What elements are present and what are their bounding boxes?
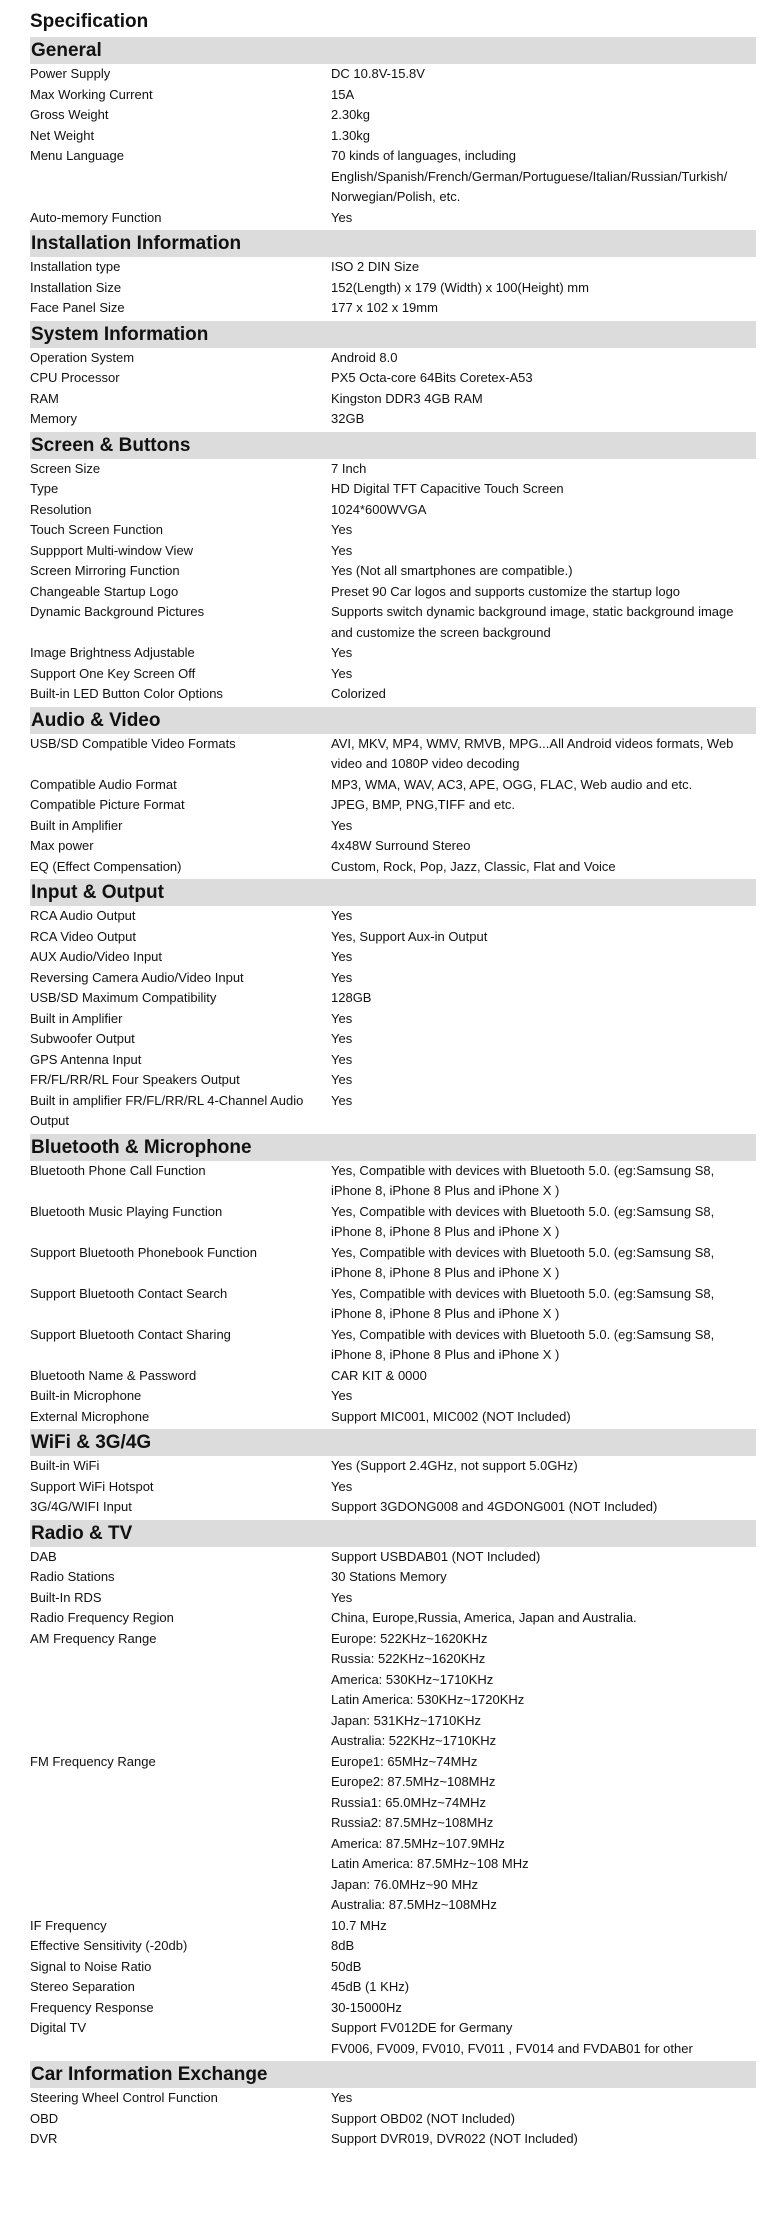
spec-label: RCA Video Output [30, 928, 136, 944]
spec-value: Yes [331, 1092, 353, 1108]
spec-row [30, 1629, 756, 1752]
spec-label: Installation type [30, 259, 121, 274]
spec-label: Menu Language [30, 148, 124, 163]
spec-row [30, 664, 756, 685]
spec-row [30, 520, 756, 541]
spec-value: 1024*600WVGA [331, 501, 427, 517]
spec-label: 3G/4G/WIFI Input [30, 1499, 132, 1514]
spec-value: Yes [331, 522, 353, 537]
spec-value: 32GB [331, 411, 365, 426]
spec-row [30, 906, 756, 927]
section-header: Screen & Buttons [30, 432, 756, 459]
spec-value: Support MIC001, MIC002 (NOT Included) [331, 1408, 571, 1424]
spec-row [30, 1202, 756, 1243]
spec-value: Supports switch dynamic background image, static background image and customize the screen background [331, 604, 734, 640]
spec-label: Face Panel Size [30, 300, 125, 315]
spec-label: Type [30, 481, 59, 496]
spec-row [30, 1050, 756, 1071]
spec-value: Yes [331, 209, 353, 225]
spec-row [30, 1936, 756, 1957]
spec-value: 10.7 MHz [331, 1917, 387, 1933]
spec-row [30, 836, 756, 857]
spec-value: 7 Inch [331, 460, 367, 476]
spec-value: AVI, MKV, MP4, WMV, RMVB, MPG...All Android videos formats, Web video and 1080P video decoding [331, 735, 734, 771]
spec-row [30, 1325, 756, 1366]
section-header: Audio & Video [30, 707, 756, 734]
spec-value: Yes [331, 817, 353, 833]
spec-label: DAB [30, 1548, 57, 1564]
spec-row [30, 643, 756, 664]
spec-value: Europe1: 65MHz~74MHz Europe2: 87.5MHz~108MHz Russia1: 65.0MHz~74MHz Russia2: 87.5MHz~108MHz America: 87.5MHz~107.9MHz Latin America: 87.5MHz~108 MHz Japan: 76.0MHz~90 MHz Australia: 87.5MHz~108MHz [331, 1753, 529, 1912]
spec-label: Built in Amplifier [30, 817, 123, 833]
spec-label: Net Weight [30, 127, 95, 143]
spec-row [30, 126, 756, 147]
spec-value: Colorized [331, 686, 386, 701]
spec-label: Suppport Multi-window View [30, 542, 194, 558]
spec-value: Support 3GDONG008 and 4GDONG001 (NOT Included) [331, 1499, 658, 1514]
page-title: Specification [30, 11, 149, 32]
spec-row [30, 459, 756, 480]
spec-label: Memory [30, 411, 77, 426]
spec-label: RCA Audio Output [30, 908, 136, 923]
spec-value: 152(Length) x 179 (Width) x 100(Height) mm [331, 279, 589, 295]
spec-row [30, 1161, 756, 1202]
spec-value: Support FV012DE for Germany FV006, FV009, FV010, FV011 , FV014 and FVDAB01 for other [331, 2020, 693, 2056]
spec-label: Digital TV [30, 2020, 87, 2035]
spec-label: Effective Sensitivity (-20db) [30, 1938, 188, 1953]
spec-label: Support Bluetooth Phonebook Function [30, 1244, 257, 1260]
spec-row [30, 1916, 756, 1937]
spec-label: Auto-memory Function [30, 209, 162, 225]
spec-row [30, 1608, 756, 1629]
spec-value: Yes [331, 1388, 353, 1403]
spec-label: CPU Processor [30, 370, 120, 385]
section-header: Bluetooth & Microphone [30, 1134, 756, 1161]
spec-label: EQ (Effect Compensation) [30, 858, 182, 874]
spec-row [30, 816, 756, 837]
spec-value: 30 Stations Memory [331, 1569, 447, 1584]
section-header: System Information [30, 321, 756, 348]
spec-value: 50dB [331, 1958, 362, 1974]
spec-row [30, 409, 756, 430]
spec-value: Europe: 522KHz~1620KHz Russia: 522KHz~1620KHz America: 530KHz~1710KHz Latin America: 530KHz~1720KHz Japan: 531KHz~1710KHz Australia: 522KHz~1710KHz [331, 1630, 525, 1748]
spec-label: Built-in Microphone [30, 1388, 142, 1403]
spec-row [30, 64, 756, 85]
spec-label: AUX Audio/Video Input [30, 949, 163, 964]
spec-label: Radio Stations [30, 1569, 115, 1584]
spec-value: MP3, WMA, WAV, AC3, APE, OGG, FLAC, Web audio and etc. [331, 776, 693, 792]
spec-row [30, 1070, 756, 1091]
spec-label: Changeable Startup Logo [30, 583, 179, 599]
spec-value: Yes [331, 1478, 353, 1494]
spec-value: Yes [331, 908, 353, 923]
spec-row [30, 684, 756, 705]
spec-value: Yes [331, 542, 353, 558]
spec-label: Support Bluetooth Contact Search [30, 1285, 228, 1301]
spec-label: DVR [30, 2131, 58, 2146]
spec-row [30, 775, 756, 796]
spec-row [30, 1243, 756, 1284]
spec-value: 4x48W Surround Stereo [331, 838, 471, 853]
spec-value: 45dB (1 KHz) [331, 1979, 410, 1994]
spec-row [30, 602, 756, 643]
spec-row [30, 857, 756, 878]
spec-label: Frequency Response [30, 1999, 154, 2015]
spec-label: Built in amplifier FR/FL/RR/RL 4-Channel Audio Output [30, 1092, 304, 1128]
spec-value: Yes [331, 969, 353, 985]
spec-value: Yes, Compatible with devices with Bluetooth 5.0. (eg:Samsung S8, iPhone 8, iPhone 8 Plus and iPhone X ) [331, 1203, 715, 1239]
spec-label: USB/SD Maximum Compatibility [30, 990, 217, 1005]
spec-row [30, 947, 756, 968]
spec-label: Touch Screen Function [30, 522, 163, 537]
spec-label: FM Frequency Range [30, 1753, 156, 1769]
section-header: Radio & TV [30, 1520, 756, 1547]
spec-label: Support One Key Screen Off [30, 665, 196, 681]
spec-value: Yes [331, 1072, 353, 1087]
spec-value: Preset 90 Car logos and supports customize the startup logo [331, 583, 681, 599]
spec-value: 30-15000Hz [331, 1999, 402, 2015]
spec-label: AM Frequency Range [30, 1630, 157, 1646]
spec-value: Yes [331, 645, 353, 660]
spec-row [30, 1284, 756, 1325]
spec-label: Operation System [30, 349, 135, 365]
spec-row [30, 1957, 756, 1978]
spec-label: Installation Size [30, 279, 122, 295]
spec-row [30, 1407, 756, 1428]
spec-value: Yes, Compatible with devices with Bluetooth 5.0. (eg:Samsung S8, iPhone 8, iPhone 8 Plus and iPhone X ) [331, 1326, 715, 1362]
spec-row [30, 1386, 756, 1407]
spec-value: Kingston DDR3 4GB RAM [331, 390, 483, 406]
spec-row [30, 1567, 756, 1588]
spec-label: Radio Frequency Region [30, 1610, 174, 1625]
spec-value: 8dB [331, 1938, 355, 1953]
spec-value: 2.30kg [331, 107, 371, 122]
spec-label: Screen Size [30, 460, 101, 476]
spec-row [30, 2109, 756, 2130]
spec-row [30, 1547, 756, 1568]
spec-sections [30, 37, 756, 2150]
spec-value: Yes [331, 1589, 353, 1605]
spec-value: 128GB [331, 990, 372, 1005]
spec-value: JPEG, BMP, PNG,TIFF and etc. [331, 797, 515, 812]
spec-label: Built-in WiFi [30, 1458, 100, 1473]
spec-label: IF Frequency [30, 1917, 107, 1933]
spec-row [30, 208, 756, 229]
spec-row [30, 988, 756, 1009]
spec-value: Yes [331, 665, 353, 681]
spec-row [30, 2018, 756, 2059]
spec-row [30, 278, 756, 299]
spec-value: PX5 Octa-core 64Bits Coretex-A53 [331, 370, 533, 385]
spec-value: Yes, Compatible with devices with Bluetooth 5.0. (eg:Samsung S8, iPhone 8, iPhone 8 Plus and iPhone X ) [331, 1162, 715, 1198]
section-header: Installation Information [30, 230, 756, 257]
spec-label: Built-in LED Button Color Options [30, 686, 223, 701]
spec-value: 1.30kg [331, 127, 371, 143]
spec-label: Screen Mirroring Function [30, 563, 180, 578]
spec-label: Bluetooth Phone Call Function [30, 1162, 206, 1178]
spec-row [30, 1998, 756, 2019]
specification-document [30, 8, 756, 2150]
spec-row [30, 389, 756, 410]
spec-value: 15A [331, 86, 355, 102]
spec-row [30, 2129, 756, 2150]
spec-label: Subwoofer Output [30, 1031, 135, 1046]
spec-label: Stereo Separation [30, 1979, 135, 1994]
spec-label: Gross Weight [30, 107, 109, 122]
spec-label: Signal to Noise Ratio [30, 1958, 152, 1974]
spec-value: Yes [331, 2090, 353, 2105]
spec-label: Built in Amplifier [30, 1010, 123, 1026]
spec-value: Yes [331, 1010, 353, 1026]
spec-value: Support USBDAB01 (NOT Included) [331, 1548, 541, 1564]
spec-value: 177 x 102 x 19mm [331, 300, 438, 315]
spec-label: Compatible Picture Format [30, 797, 185, 812]
spec-row [30, 500, 756, 521]
spec-label: Max power [30, 838, 94, 853]
spec-label: External Microphone [30, 1408, 150, 1424]
spec-label: Support WiFi Hotspot [30, 1478, 154, 1494]
spec-row [30, 1456, 756, 1477]
spec-row [30, 1366, 756, 1387]
spec-row [30, 1477, 756, 1498]
spec-value: Yes [331, 1051, 353, 1067]
spec-row [30, 561, 756, 582]
spec-row [30, 734, 756, 775]
spec-label: Compatible Audio Format [30, 776, 177, 792]
spec-row [30, 2088, 756, 2109]
spec-row [30, 1029, 756, 1050]
spec-value: Yes, Compatible with devices with Bluetooth 5.0. (eg:Samsung S8, iPhone 8, iPhone 8 Plus and iPhone X ) [331, 1244, 715, 1280]
spec-row [30, 1009, 756, 1030]
spec-row [30, 298, 756, 319]
spec-row [30, 795, 756, 816]
section-header: Car Information Exchange [30, 2061, 756, 2088]
spec-value: ISO 2 DIN Size [331, 259, 420, 274]
spec-row [30, 1091, 756, 1132]
spec-value: 70 kinds of languages, including English/Spanish/French/German/Portuguese/Italian/Russian/Turkish/ Norwegian/Polish, etc. [331, 148, 728, 204]
spec-row [30, 1752, 756, 1916]
spec-row [30, 582, 756, 603]
spec-row [30, 368, 756, 389]
section-header: WiFi & 3G/4G [30, 1429, 756, 1456]
spec-row [30, 257, 756, 278]
spec-label: Bluetooth Music Playing Function [30, 1203, 223, 1219]
spec-label: RAM [30, 390, 59, 406]
spec-row [30, 85, 756, 106]
spec-row [30, 479, 756, 500]
spec-label: Steering Wheel Control Function [30, 2090, 218, 2105]
spec-label: Built-In RDS [30, 1589, 102, 1605]
spec-row [30, 348, 756, 369]
spec-value: CAR KIT & 0000 [331, 1367, 427, 1383]
spec-value: Yes (Support 2.4GHz, not support 5.0GHz) [331, 1458, 578, 1473]
spec-row [30, 105, 756, 126]
spec-row [30, 927, 756, 948]
spec-value: Yes, Compatible with devices with Bluetooth 5.0. (eg:Samsung S8, iPhone 8, iPhone 8 Plus and iPhone X ) [331, 1285, 715, 1321]
spec-label: Bluetooth Name & Password [30, 1367, 197, 1383]
spec-label: Support Bluetooth Contact Sharing [30, 1326, 231, 1342]
spec-label: Power Supply [30, 66, 111, 81]
spec-row [30, 1977, 756, 1998]
spec-label: Max Working Current [30, 86, 153, 102]
spec-value: Yes [331, 949, 353, 964]
spec-label: Reversing Camera Audio/Video Input [30, 969, 244, 985]
spec-label: USB/SD Compatible Video Formats [30, 735, 236, 751]
spec-value: Yes (Not all smartphones are compatible.) [331, 563, 573, 578]
spec-row [30, 968, 756, 989]
spec-label: OBD [30, 2110, 59, 2126]
spec-label: Resolution [30, 501, 92, 517]
spec-value: China, Europe,Russia, America, Japan and Australia. [331, 1610, 637, 1625]
spec-row [30, 1497, 756, 1518]
spec-label: Dynamic Background Pictures [30, 604, 205, 619]
spec-label: GPS Antenna Input [30, 1051, 142, 1067]
spec-value: Yes, Support Aux-in Output [331, 928, 488, 944]
section-header: Input & Output [30, 879, 756, 906]
spec-row [30, 1588, 756, 1609]
spec-row [30, 541, 756, 562]
spec-value: Support DVR019, DVR022 (NOT Included) [331, 2131, 578, 2146]
spec-value: Support OBD02 (NOT Included) [331, 2110, 516, 2126]
spec-row [30, 146, 756, 208]
spec-value: Yes [331, 1031, 353, 1046]
spec-value: DC 10.8V-15.8V [331, 66, 425, 81]
spec-label: Image Brightness Adjustable [30, 645, 195, 660]
spec-value: Android 8.0 [331, 349, 398, 365]
spec-label: FR/FL/RR/RL Four Speakers Output [30, 1072, 240, 1087]
spec-value: HD Digital TFT Capacitive Touch Screen [331, 481, 564, 496]
spec-value: Custom, Rock, Pop, Jazz, Classic, Flat and Voice [331, 858, 616, 874]
section-header: General [30, 37, 756, 64]
